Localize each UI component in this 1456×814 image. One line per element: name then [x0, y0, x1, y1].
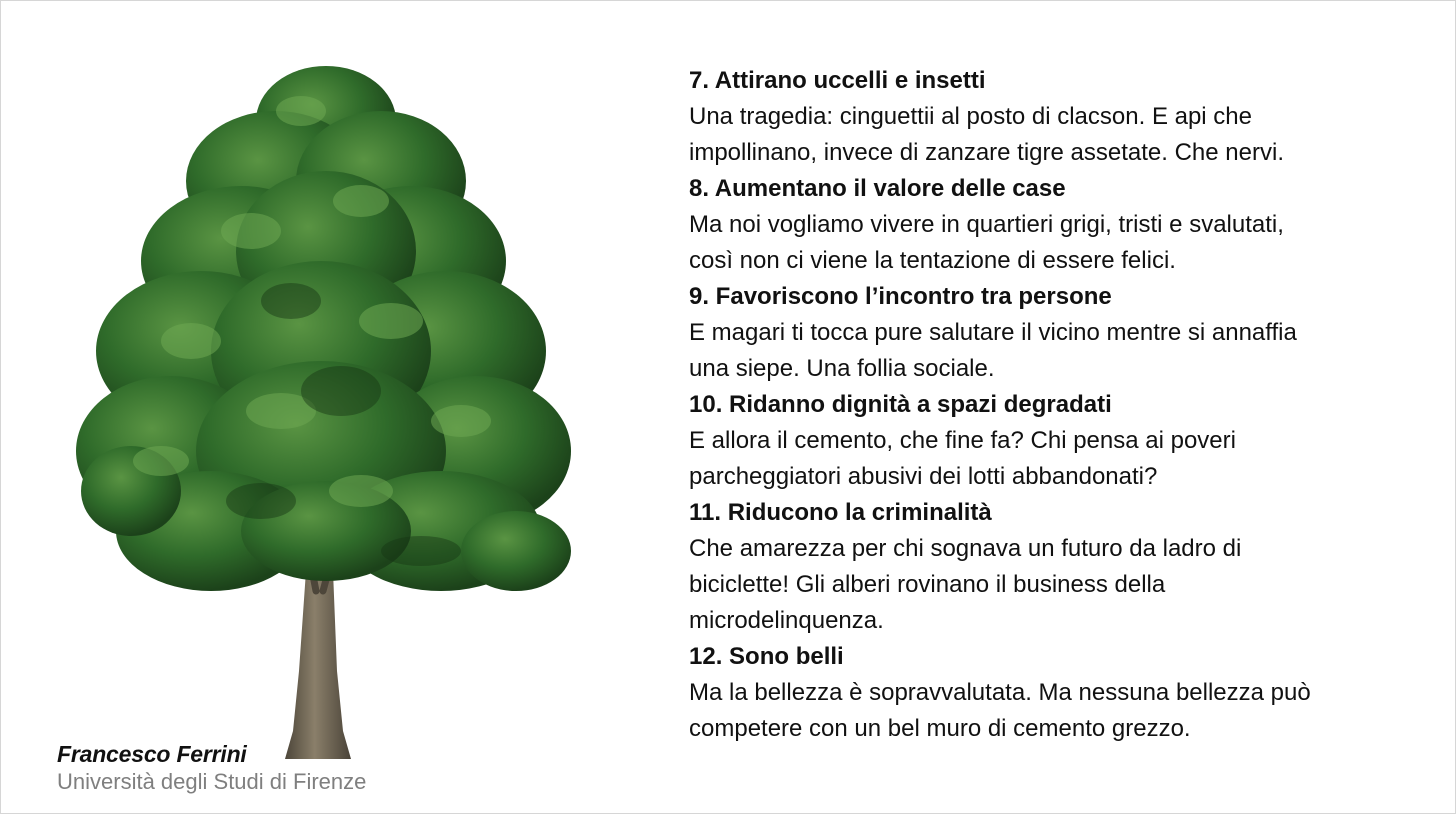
- item-body-line: competere con un bel muro di cemento grezzo.: [689, 715, 1191, 742]
- item-title: 12. Sono belli: [689, 643, 844, 670]
- item-body-line: E allora il cemento, che fine fa? Chi pensa ai poveri: [689, 427, 1236, 454]
- item-title: 11. Riducono la criminalità: [689, 499, 992, 526]
- item-body-line: parcheggiatori abusivi dei lotti abbandonati?: [689, 463, 1158, 490]
- item-title: 8. Aumentano il valore delle case: [689, 175, 1066, 202]
- item-body-line: microdelinquenza.: [689, 607, 884, 634]
- item-body-line: una siepe. Una follia sociale.: [689, 355, 995, 382]
- author-affiliation: Università degli Studi di Firenze: [57, 769, 367, 794]
- list-item: [689, 639, 1419, 747]
- item-title: 9. Favoriscono l’incontro tra persone: [689, 283, 1112, 310]
- item-body-line: E magari ti tocca pure salutare il vicino mentre si annaffia: [689, 319, 1297, 346]
- list-item: [689, 279, 1419, 387]
- item-body-line: così non ci viene la tentazione di essere felici.: [689, 247, 1176, 274]
- list-item: [689, 495, 1419, 639]
- list-item: [689, 171, 1419, 279]
- list-item: [689, 387, 1419, 495]
- item-body-line: impollinano, invece di zanzare tigre assetate. Che nervi.: [689, 139, 1284, 166]
- item-body-line: Una tragedia: cinguettii al posto di clacson. E api che: [689, 103, 1253, 130]
- item-body-line: Ma noi vogliamo vivere in quartieri grigi, tristi e svalutati,: [689, 211, 1284, 238]
- benefits-list: [689, 63, 1419, 747]
- item-body-line: Che amarezza per chi sognava un futuro da ladro di: [689, 535, 1242, 562]
- list-item: [689, 63, 1419, 171]
- author-name: Francesco Ferrini: [57, 741, 247, 767]
- tree-image: [61, 31, 601, 771]
- item-title: 7. Attirano uccelli e insetti: [689, 67, 986, 94]
- item-body-line: Ma la bellezza è sopravvalutata. Ma nessuna bellezza può: [689, 679, 1311, 706]
- item-title: 10. Ridanno dignità a spazi degradati: [689, 391, 1112, 418]
- item-body-line: biciclette! Gli alberi rovinano il business della: [689, 571, 1166, 598]
